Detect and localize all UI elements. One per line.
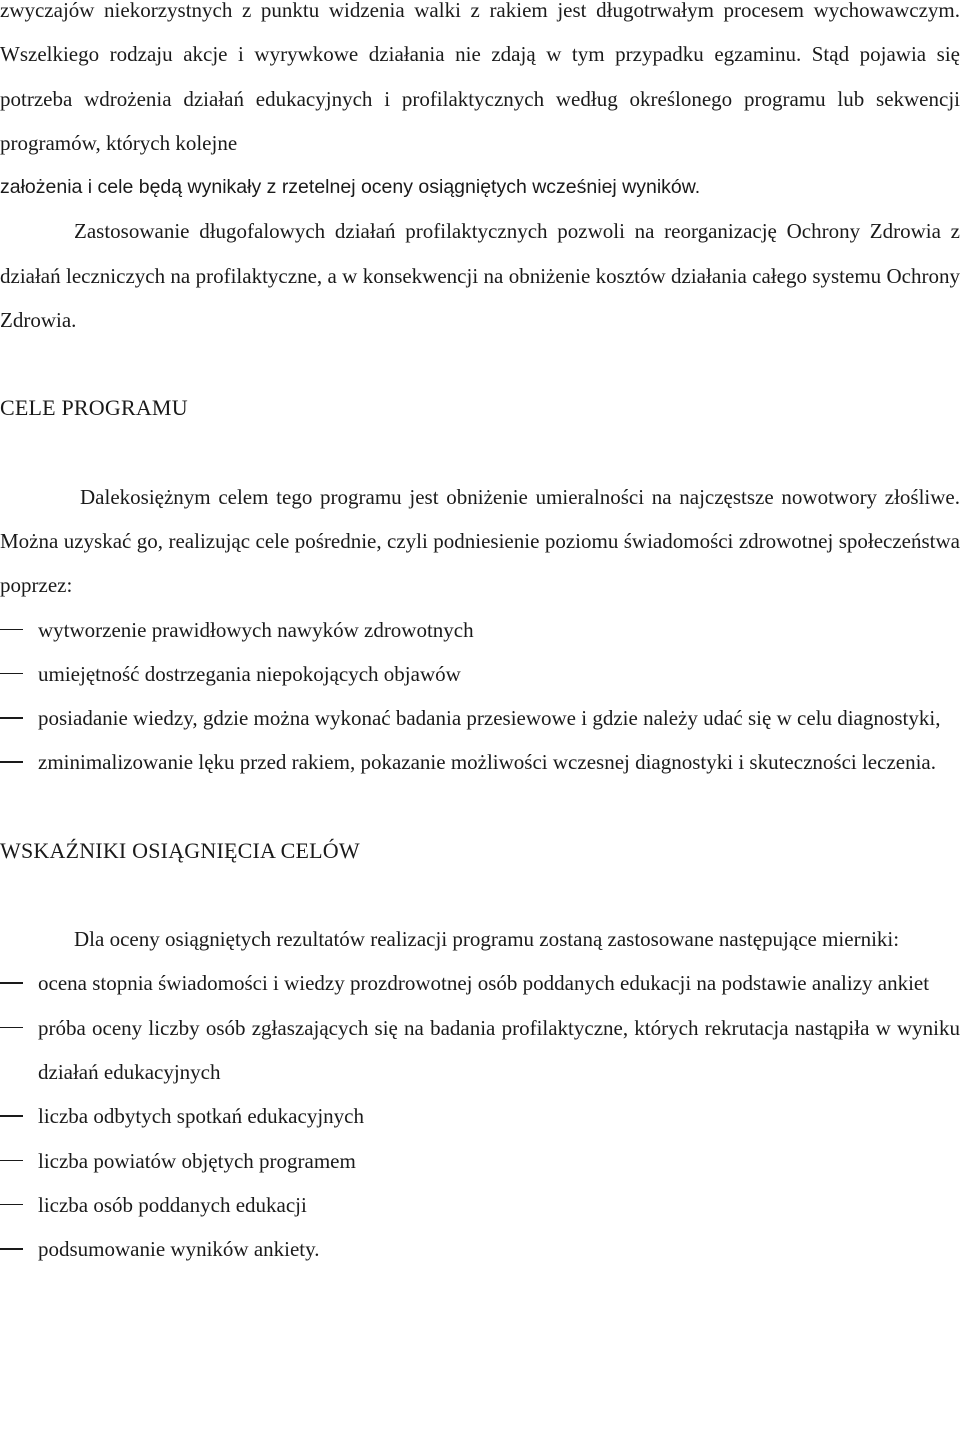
list-item bbox=[0, 961, 960, 1005]
dash-bullet-icon bbox=[0, 982, 23, 984]
wskazniki-paragraph: Dla oceny osiągniętych rezultatów realizacji programu zostaną zastosowane następujące mierniki: bbox=[74, 927, 900, 952]
dash-bullet-icon bbox=[0, 1248, 23, 1250]
list-item bbox=[0, 1094, 960, 1138]
list-item bbox=[0, 1183, 960, 1227]
list-item-text: liczba powiatów objętych programem bbox=[38, 1148, 356, 1173]
cele-paragraph: Dalekosiężnym celem tego programu jest obniżenie umieralności na najczęstsze nowotwory złośliwe. Można uzyskać go, realizując cele pośrednie, czyli podniesienie poziomu świadomości zdrowotnej społeczeństwa poprzez: bbox=[0, 484, 960, 598]
list-item bbox=[0, 608, 960, 652]
dash-bullet-icon bbox=[0, 1160, 23, 1162]
wskazniki-heading: WSKAŹNIKI OSIĄGNIĘCIA CELÓW bbox=[0, 837, 360, 863]
cele-heading: CELE PROGRAMU bbox=[0, 395, 188, 421]
cele-list bbox=[0, 608, 960, 785]
list-item bbox=[0, 1006, 960, 1095]
list-item-text: próba oceny liczby osób zgłaszających się na badania profilaktyczne, których rekrutacja nastąpiła w wyniku działań edukacyjnych bbox=[38, 1015, 960, 1084]
dash-bullet-icon bbox=[0, 673, 23, 675]
list-item bbox=[0, 696, 960, 740]
list-item-text: posiadanie wiedzy, gdzie można wykonać badania przesiewowe i gdzie należy udać się w celu diagnostyki, bbox=[38, 706, 941, 731]
list-item-text: podsumowanie wyników ankiety. bbox=[38, 1237, 320, 1262]
wskazniki-list bbox=[0, 961, 960, 1271]
list-item bbox=[0, 1139, 960, 1183]
dash-bullet-icon bbox=[0, 761, 23, 763]
list-item-text: ocena stopnia świadomości i wiedzy prozdrowotnej osób poddanych edukacji na podstawie analizy ankiet bbox=[38, 971, 930, 996]
intro-paragraph-continued: zwyczajów niekorzystnych z punktu widzenia walki z rakiem jest długotrwałym procesem wychowawczym. Wszelkiego rodzaju akcje i wyrywkowe działania nie zdają w tym przypadku egzaminu. Stąd pojawia się potrzeba wdrożenia działań edukacyjnych i profilaktycznych według określonego programu lub sekwencji programów, których kolejne bbox=[0, 0, 960, 155]
intro-paragraph-end: założenia i cele będą wynikały z rzetelnej oceny osiągniętych wcześniej wyników. bbox=[0, 176, 701, 199]
dash-bullet-icon bbox=[0, 1027, 23, 1029]
list-item bbox=[0, 652, 960, 696]
list-item-text: wytworzenie prawidłowych nawyków zdrowotnych bbox=[38, 617, 474, 642]
intro-paragraph-2: Zastosowanie długofalowych działań profilaktycznych pozwoli na reorganizację Ochrony Zdrowia z działań leczniczych na profilaktyczne, a w konsekwencji na obniżenie kosztów działania całego systemu Ochrony Zdrowia. bbox=[0, 219, 960, 333]
dash-bullet-icon bbox=[0, 717, 23, 719]
dash-bullet-icon bbox=[0, 1115, 23, 1117]
list-item-text: zminimalizowanie lęku przed rakiem, pokazanie możliwości wczesnej diagnostyki i skuteczności leczenia. bbox=[38, 750, 936, 775]
list-item bbox=[0, 1227, 960, 1271]
list-item-text: liczba osób poddanych edukacji bbox=[38, 1192, 307, 1217]
dash-bullet-icon bbox=[0, 1204, 23, 1206]
list-item bbox=[0, 740, 960, 784]
list-item-text: liczba odbytych spotkań edukacyjnych bbox=[38, 1104, 364, 1129]
dash-bullet-icon bbox=[0, 629, 23, 631]
list-item-text: umiejętność dostrzegania niepokojących objawów bbox=[38, 661, 461, 686]
